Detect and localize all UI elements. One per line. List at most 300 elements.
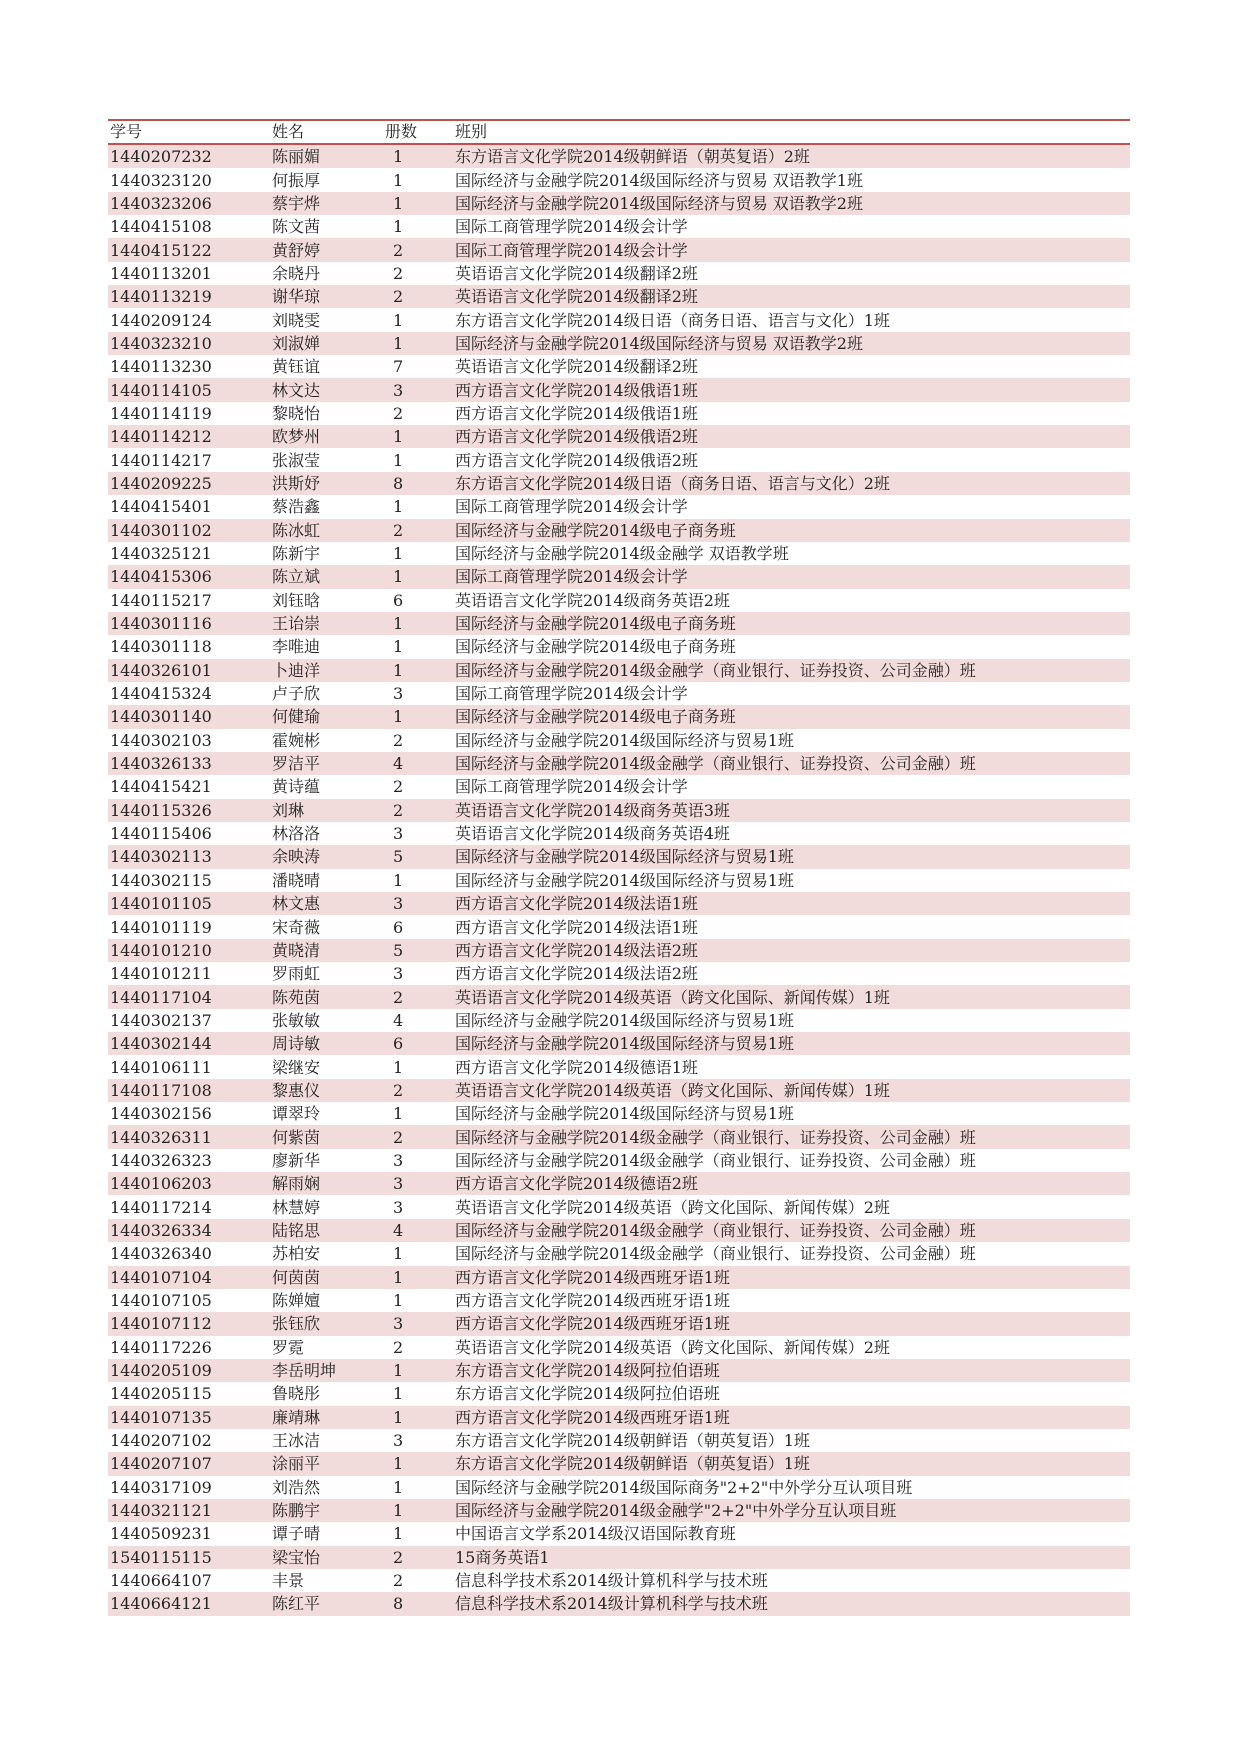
cell-student-id: 1440106111: [108, 1055, 270, 1078]
cell-class: 西方语言文化学院2014级西班牙语1班: [453, 1266, 1130, 1289]
table-row: [108, 215, 1130, 238]
cell-count: 2: [383, 985, 453, 1008]
cell-class: 英语语言文化学院2014级翻译2班: [453, 355, 1130, 378]
cell-class: 国际工商管理学院2014级会计学: [453, 238, 1130, 261]
cell-count: 8: [383, 1592, 453, 1615]
cell-name: 余映涛: [270, 845, 383, 868]
cell-name: 陈红平: [270, 1592, 383, 1615]
table-row: [108, 869, 1130, 892]
cell-name: 林文达: [270, 378, 383, 401]
cell-class: 国际经济与金融学院2014级金融学（商业银行、证券投资、公司金融）班: [453, 1149, 1130, 1172]
cell-name: 林慧婷: [270, 1195, 383, 1218]
cell-count: 1: [383, 332, 453, 355]
cell-student-id: 1440301140: [108, 705, 270, 728]
cell-name: 霍婉彬: [270, 729, 383, 752]
table-row: [108, 915, 1130, 938]
table-row: [108, 168, 1130, 191]
table-row: [108, 425, 1130, 448]
cell-name: 刘淑婵: [270, 332, 383, 355]
cell-name: 卢子欣: [270, 682, 383, 705]
cell-count: 1: [383, 869, 453, 892]
cell-class: 西方语言文化学院2014级西班牙语1班: [453, 1406, 1130, 1429]
cell-count: 1: [383, 542, 453, 565]
cell-student-id: 1440302113: [108, 845, 270, 868]
cell-name: 刘晓雯: [270, 308, 383, 331]
cell-name: 黎晓怡: [270, 402, 383, 425]
cell-count: 1: [383, 1102, 453, 1125]
cell-name: 陈苑茵: [270, 985, 383, 1008]
cell-class: 英语语言文化学院2014级商务英语3班: [453, 799, 1130, 822]
cell-class: 国际经济与金融学院2014级国际经济与贸易1班: [453, 729, 1130, 752]
table-row: [108, 1242, 1130, 1265]
cell-name: 丰景: [270, 1569, 383, 1592]
table-row: [108, 238, 1130, 261]
cell-count: 4: [383, 1009, 453, 1032]
table-row: [108, 1312, 1130, 1335]
cell-class: 西方语言文化学院2014级西班牙语1班: [453, 1312, 1130, 1335]
cell-name: 宋奇薇: [270, 915, 383, 938]
cell-class: 西方语言文化学院2014级俄语1班: [453, 378, 1130, 401]
table-row: [108, 845, 1130, 868]
cell-student-id: 1440205115: [108, 1382, 270, 1405]
cell-student-id: 1440302156: [108, 1102, 270, 1125]
table-row: [108, 519, 1130, 542]
cell-count: 5: [383, 939, 453, 962]
cell-name: 陈新宇: [270, 542, 383, 565]
table-row: [108, 659, 1130, 682]
cell-class: 中国语言文学系2014级汉语国际教育班: [453, 1522, 1130, 1545]
cell-class: 国际经济与金融学院2014级国际经济与贸易1班: [453, 845, 1130, 868]
cell-count: 4: [383, 1219, 453, 1242]
cell-class: 英语语言文化学院2014级翻译2班: [453, 285, 1130, 308]
cell-count: 1: [383, 612, 453, 635]
cell-name: 黄诗蕴: [270, 775, 383, 798]
table-row: [108, 1266, 1130, 1289]
cell-name: 谭翠玲: [270, 1102, 383, 1125]
cell-class: 国际经济与金融学院2014级金融学（商业银行、证券投资、公司金融）班: [453, 1125, 1130, 1148]
table-row: [108, 822, 1130, 845]
table-row: [108, 1382, 1130, 1405]
cell-student-id: 1440301116: [108, 612, 270, 635]
table-row: [108, 1592, 1130, 1615]
cell-count: 1: [383, 144, 453, 168]
table-row: [108, 1289, 1130, 1312]
cell-name: 李唯迪: [270, 635, 383, 658]
table-row: [108, 378, 1130, 401]
cell-class: 国际经济与金融学院2014级电子商务班: [453, 705, 1130, 728]
cell-name: 蔡宇烨: [270, 192, 383, 215]
table-row: [108, 355, 1130, 378]
cell-class: 国际工商管理学院2014级会计学: [453, 775, 1130, 798]
cell-count: 4: [383, 752, 453, 775]
data-table: [108, 119, 1130, 1616]
cell-student-id: 1440325121: [108, 542, 270, 565]
table-row: [108, 192, 1130, 215]
cell-name: 黎惠仪: [270, 1079, 383, 1102]
cell-count: 1: [383, 495, 453, 518]
cell-count: 1: [383, 1406, 453, 1429]
cell-name: 张敏敏: [270, 1009, 383, 1032]
cell-name: 陈鹏宇: [270, 1499, 383, 1522]
cell-class: 国际经济与金融学院2014级国际经济与贸易1班: [453, 1009, 1130, 1032]
cell-name: 陈丽媚: [270, 144, 383, 168]
cell-class: 国际经济与金融学院2014级国际经济与贸易1班: [453, 869, 1130, 892]
cell-student-id: 1440207232: [108, 144, 270, 168]
cell-class: 国际经济与金融学院2014级国际商务"2+2"中外学分互认项目班: [453, 1476, 1130, 1499]
cell-count: 2: [383, 1569, 453, 1592]
cell-student-id: 1440323210: [108, 332, 270, 355]
cell-name: 黄钰谊: [270, 355, 383, 378]
table-row: [108, 1336, 1130, 1359]
cell-name: 涂丽平: [270, 1452, 383, 1475]
table-row: [108, 1569, 1130, 1592]
cell-student-id: 1440117226: [108, 1336, 270, 1359]
cell-name: 廉靖琳: [270, 1406, 383, 1429]
cell-class: 东方语言文化学院2014级朝鲜语（朝英复语）2班: [453, 144, 1130, 168]
cell-class: 东方语言文化学院2014级阿拉伯语班: [453, 1359, 1130, 1382]
cell-class: 东方语言文化学院2014级朝鲜语（朝英复语）1班: [453, 1429, 1130, 1452]
cell-name: 王诒崇: [270, 612, 383, 635]
cell-student-id: 1440302115: [108, 869, 270, 892]
cell-count: 3: [383, 1149, 453, 1172]
cell-class: 英语语言文化学院2014级翻译2班: [453, 262, 1130, 285]
cell-class: 西方语言文化学院2014级俄语2班: [453, 425, 1130, 448]
cell-count: 3: [383, 962, 453, 985]
header-count: 册数: [383, 120, 453, 144]
cell-student-id: 1440301118: [108, 635, 270, 658]
table-row: [108, 1195, 1130, 1218]
cell-name: 梁宝怡: [270, 1546, 383, 1569]
table-row: [108, 892, 1130, 915]
table-row: [108, 1359, 1130, 1382]
cell-student-id: 1440415306: [108, 565, 270, 588]
cell-student-id: 1440209124: [108, 308, 270, 331]
cell-class: 15商务英语1: [453, 1546, 1130, 1569]
table-row: [108, 1079, 1130, 1102]
cell-count: 3: [383, 1172, 453, 1195]
table-row: [108, 1149, 1130, 1172]
cell-class: 英语语言文化学院2014级英语（跨文化国际、新闻传媒）1班: [453, 1079, 1130, 1102]
cell-class: 国际工商管理学院2014级会计学: [453, 495, 1130, 518]
table-row: [108, 472, 1130, 495]
cell-name: 陈冰虹: [270, 519, 383, 542]
table-row: [108, 1546, 1130, 1569]
table-row: [108, 799, 1130, 822]
cell-class: 西方语言文化学院2014级法语2班: [453, 962, 1130, 985]
cell-class: 国际经济与金融学院2014级国际经济与贸易 双语教学2班: [453, 332, 1130, 355]
cell-student-id: 1440117108: [108, 1079, 270, 1102]
cell-student-id: 1440107112: [108, 1312, 270, 1335]
cell-student-id: 1440415421: [108, 775, 270, 798]
cell-class: 西方语言文化学院2014级西班牙语1班: [453, 1289, 1130, 1312]
cell-count: 1: [383, 565, 453, 588]
cell-name: 卜迪洋: [270, 659, 383, 682]
cell-name: 何紫茵: [270, 1125, 383, 1148]
cell-name: 黄晓清: [270, 939, 383, 962]
cell-student-id: 1440323206: [108, 192, 270, 215]
cell-count: 3: [383, 1312, 453, 1335]
cell-student-id: 1440664107: [108, 1569, 270, 1592]
cell-student-id: 1440117214: [108, 1195, 270, 1218]
cell-student-id: 1440302137: [108, 1009, 270, 1032]
cell-student-id: 1440317109: [108, 1476, 270, 1499]
table-row: [108, 1522, 1130, 1545]
cell-name: 陈立斌: [270, 565, 383, 588]
cell-class: 国际经济与金融学院2014级金融学（商业银行、证券投资、公司金融）班: [453, 659, 1130, 682]
table-row: [108, 705, 1130, 728]
cell-count: 1: [383, 1266, 453, 1289]
cell-student-id: 1440207102: [108, 1429, 270, 1452]
cell-count: 6: [383, 1032, 453, 1055]
table-row: [108, 729, 1130, 752]
table-row: [108, 144, 1130, 168]
cell-class: 西方语言文化学院2014级俄语1班: [453, 402, 1130, 425]
cell-count: 2: [383, 262, 453, 285]
cell-count: 6: [383, 915, 453, 938]
cell-count: 6: [383, 589, 453, 612]
table-row: [108, 985, 1130, 1008]
cell-class: 国际经济与金融学院2014级金融学（商业银行、证券投资、公司金融）班: [453, 1242, 1130, 1265]
table-row: [108, 495, 1130, 518]
cell-count: 1: [383, 425, 453, 448]
header-row: [108, 120, 1130, 144]
cell-name: 刘钰晗: [270, 589, 383, 612]
cell-name: 罗雨虹: [270, 962, 383, 985]
cell-name: 何健瑜: [270, 705, 383, 728]
cell-student-id: 1440415401: [108, 495, 270, 518]
cell-student-id: 1440101211: [108, 962, 270, 985]
cell-name: 苏柏安: [270, 1242, 383, 1265]
cell-count: 1: [383, 1289, 453, 1312]
cell-student-id: 1440114217: [108, 448, 270, 471]
cell-class: 东方语言文化学院2014级朝鲜语（朝英复语）1班: [453, 1452, 1130, 1475]
cell-student-id: 1440117104: [108, 985, 270, 1008]
cell-name: 鲁晓彤: [270, 1382, 383, 1405]
cell-class: 东方语言文化学院2014级日语（商务日语、语言与文化）1班: [453, 308, 1130, 331]
cell-student-id: 1440326101: [108, 659, 270, 682]
cell-class: 国际工商管理学院2014级会计学: [453, 682, 1130, 705]
cell-student-id: 1440106203: [108, 1172, 270, 1195]
cell-name: 解雨娴: [270, 1172, 383, 1195]
table-row: [108, 565, 1130, 588]
cell-count: 2: [383, 285, 453, 308]
cell-count: 7: [383, 355, 453, 378]
table-row: [108, 1055, 1130, 1078]
cell-class: 国际经济与金融学院2014级国际经济与贸易1班: [453, 1032, 1130, 1055]
cell-student-id: 1540115115: [108, 1546, 270, 1569]
cell-count: 1: [383, 1359, 453, 1382]
table-row: [108, 1219, 1130, 1242]
cell-count: 2: [383, 775, 453, 798]
cell-student-id: 1440323120: [108, 168, 270, 191]
cell-student-id: 1440209225: [108, 472, 270, 495]
table-row: [108, 752, 1130, 775]
table-row: [108, 308, 1130, 331]
table-row: [108, 402, 1130, 425]
cell-count: 3: [383, 822, 453, 845]
cell-student-id: 1440101210: [108, 939, 270, 962]
cell-count: 2: [383, 402, 453, 425]
cell-student-id: 1440101119: [108, 915, 270, 938]
cell-name: 张钰欣: [270, 1312, 383, 1335]
cell-class: 国际经济与金融学院2014级金融学（商业银行、证券投资、公司金融）班: [453, 752, 1130, 775]
cell-count: 1: [383, 659, 453, 682]
table-row: [108, 589, 1130, 612]
cell-student-id: 1440114119: [108, 402, 270, 425]
cell-name: 梁继安: [270, 1055, 383, 1078]
cell-count: 1: [383, 705, 453, 728]
cell-name: 周诗敏: [270, 1032, 383, 1055]
cell-count: 2: [383, 799, 453, 822]
table-row: [108, 542, 1130, 565]
cell-class: 信息科学技术系2014级计算机科学与技术班: [453, 1569, 1130, 1592]
cell-name: 林文惠: [270, 892, 383, 915]
table-row: [108, 1406, 1130, 1429]
student-book-table: [108, 119, 1130, 1616]
cell-student-id: 1440101105: [108, 892, 270, 915]
cell-class: 国际经济与金融学院2014级金融学（商业银行、证券投资、公司金融）班: [453, 1219, 1130, 1242]
cell-student-id: 1440326133: [108, 752, 270, 775]
table-body: [108, 144, 1130, 1616]
cell-class: 英语语言文化学院2014级商务英语2班: [453, 589, 1130, 612]
cell-count: 1: [383, 635, 453, 658]
table-row: [108, 262, 1130, 285]
cell-student-id: 1440326340: [108, 1242, 270, 1265]
cell-student-id: 1440509231: [108, 1522, 270, 1545]
cell-count: 2: [383, 519, 453, 542]
table-row: [108, 332, 1130, 355]
cell-class: 国际工商管理学院2014级会计学: [453, 215, 1130, 238]
cell-count: 2: [383, 729, 453, 752]
header-name: 姓名: [270, 120, 383, 144]
cell-name: 黄舒婷: [270, 238, 383, 261]
cell-student-id: 1440113219: [108, 285, 270, 308]
cell-name: 谢华琼: [270, 285, 383, 308]
cell-student-id: 1440114105: [108, 378, 270, 401]
cell-count: 2: [383, 1079, 453, 1102]
cell-student-id: 1440301102: [108, 519, 270, 542]
cell-name: 陈文茜: [270, 215, 383, 238]
table-row: [108, 939, 1130, 962]
cell-student-id: 1440113230: [108, 355, 270, 378]
table-row: [108, 1032, 1130, 1055]
cell-count: 1: [383, 308, 453, 331]
cell-student-id: 1440107135: [108, 1406, 270, 1429]
cell-class: 西方语言文化学院2014级法语2班: [453, 939, 1130, 962]
cell-student-id: 1440302103: [108, 729, 270, 752]
cell-student-id: 1440115406: [108, 822, 270, 845]
cell-student-id: 1440205109: [108, 1359, 270, 1382]
cell-name: 刘琳: [270, 799, 383, 822]
cell-class: 英语语言文化学院2014级英语（跨文化国际、新闻传媒）2班: [453, 1195, 1130, 1218]
cell-student-id: 1440107105: [108, 1289, 270, 1312]
cell-count: 1: [383, 1055, 453, 1078]
cell-name: 陆铭思: [270, 1219, 383, 1242]
table-row: [108, 962, 1130, 985]
header-class: 班别: [453, 120, 1130, 144]
cell-student-id: 1440415324: [108, 682, 270, 705]
cell-class: 西方语言文化学院2014级法语1班: [453, 915, 1130, 938]
table-row: [108, 1102, 1130, 1125]
cell-student-id: 1440664121: [108, 1592, 270, 1615]
cell-count: 1: [383, 215, 453, 238]
cell-student-id: 1440415108: [108, 215, 270, 238]
table-row: [108, 448, 1130, 471]
cell-name: 欧梦州: [270, 425, 383, 448]
cell-name: 潘晓晴: [270, 869, 383, 892]
cell-class: 西方语言文化学院2014级德语1班: [453, 1055, 1130, 1078]
cell-count: 8: [383, 472, 453, 495]
cell-student-id: 1440207107: [108, 1452, 270, 1475]
cell-class: 国际经济与金融学院2014级国际经济与贸易 双语教学2班: [453, 192, 1130, 215]
cell-student-id: 1440302144: [108, 1032, 270, 1055]
cell-class: 西方语言文化学院2014级法语1班: [453, 892, 1130, 915]
cell-name: 蔡浩鑫: [270, 495, 383, 518]
cell-count: 1: [383, 192, 453, 215]
cell-count: 1: [383, 168, 453, 191]
cell-name: 何茵茵: [270, 1266, 383, 1289]
cell-class: 国际经济与金融学院2014级电子商务班: [453, 612, 1130, 635]
table-row: [108, 1499, 1130, 1522]
cell-count: 3: [383, 1429, 453, 1452]
cell-count: 1: [383, 1476, 453, 1499]
cell-class: 国际经济与金融学院2014级电子商务班: [453, 519, 1130, 542]
table-row: [108, 1429, 1130, 1452]
cell-class: 西方语言文化学院2014级德语2班: [453, 1172, 1130, 1195]
cell-class: 西方语言文化学院2014级俄语2班: [453, 448, 1130, 471]
cell-name: 洪斯妤: [270, 472, 383, 495]
table-row: [108, 1172, 1130, 1195]
cell-count: 1: [383, 448, 453, 471]
table-row: [108, 1125, 1130, 1148]
cell-class: 国际工商管理学院2014级会计学: [453, 565, 1130, 588]
table-row: [108, 682, 1130, 705]
cell-count: 1: [383, 1242, 453, 1265]
cell-student-id: 1440326334: [108, 1219, 270, 1242]
cell-class: 英语语言文化学院2014级英语（跨文化国际、新闻传媒）1班: [453, 985, 1130, 1008]
cell-class: 国际经济与金融学院2014级国际经济与贸易 双语教学1班: [453, 168, 1130, 191]
cell-count: 1: [383, 1522, 453, 1545]
cell-class: 东方语言文化学院2014级阿拉伯语班: [453, 1382, 1130, 1405]
cell-student-id: 1440115217: [108, 589, 270, 612]
cell-count: 1: [383, 1382, 453, 1405]
cell-class: 国际经济与金融学院2014级金融学"2+2"中外学分互认项目班: [453, 1499, 1130, 1522]
cell-count: 3: [383, 1195, 453, 1218]
cell-class: 国际经济与金融学院2014级金融学 双语教学班: [453, 542, 1130, 565]
table-row: [108, 1009, 1130, 1032]
cell-student-id: 1440415122: [108, 238, 270, 261]
cell-count: 3: [383, 892, 453, 915]
cell-student-id: 1440321121: [108, 1499, 270, 1522]
table-row: [108, 775, 1130, 798]
table-row: [108, 1476, 1130, 1499]
cell-class: 国际经济与金融学院2014级电子商务班: [453, 635, 1130, 658]
cell-student-id: 1440107104: [108, 1266, 270, 1289]
cell-count: 3: [383, 682, 453, 705]
cell-name: 张淑莹: [270, 448, 383, 471]
cell-student-id: 1440114212: [108, 425, 270, 448]
cell-name: 陈婵嬗: [270, 1289, 383, 1312]
cell-student-id: 1440115326: [108, 799, 270, 822]
cell-student-id: 1440113201: [108, 262, 270, 285]
cell-count: 2: [383, 1336, 453, 1359]
cell-count: 2: [383, 238, 453, 261]
cell-name: 何振厚: [270, 168, 383, 191]
table-row: [108, 1452, 1130, 1475]
cell-class: 东方语言文化学院2014级日语（商务日语、语言与文化）2班: [453, 472, 1130, 495]
cell-class: 国际经济与金融学院2014级国际经济与贸易1班: [453, 1102, 1130, 1125]
cell-class: 英语语言文化学院2014级商务英语4班: [453, 822, 1130, 845]
